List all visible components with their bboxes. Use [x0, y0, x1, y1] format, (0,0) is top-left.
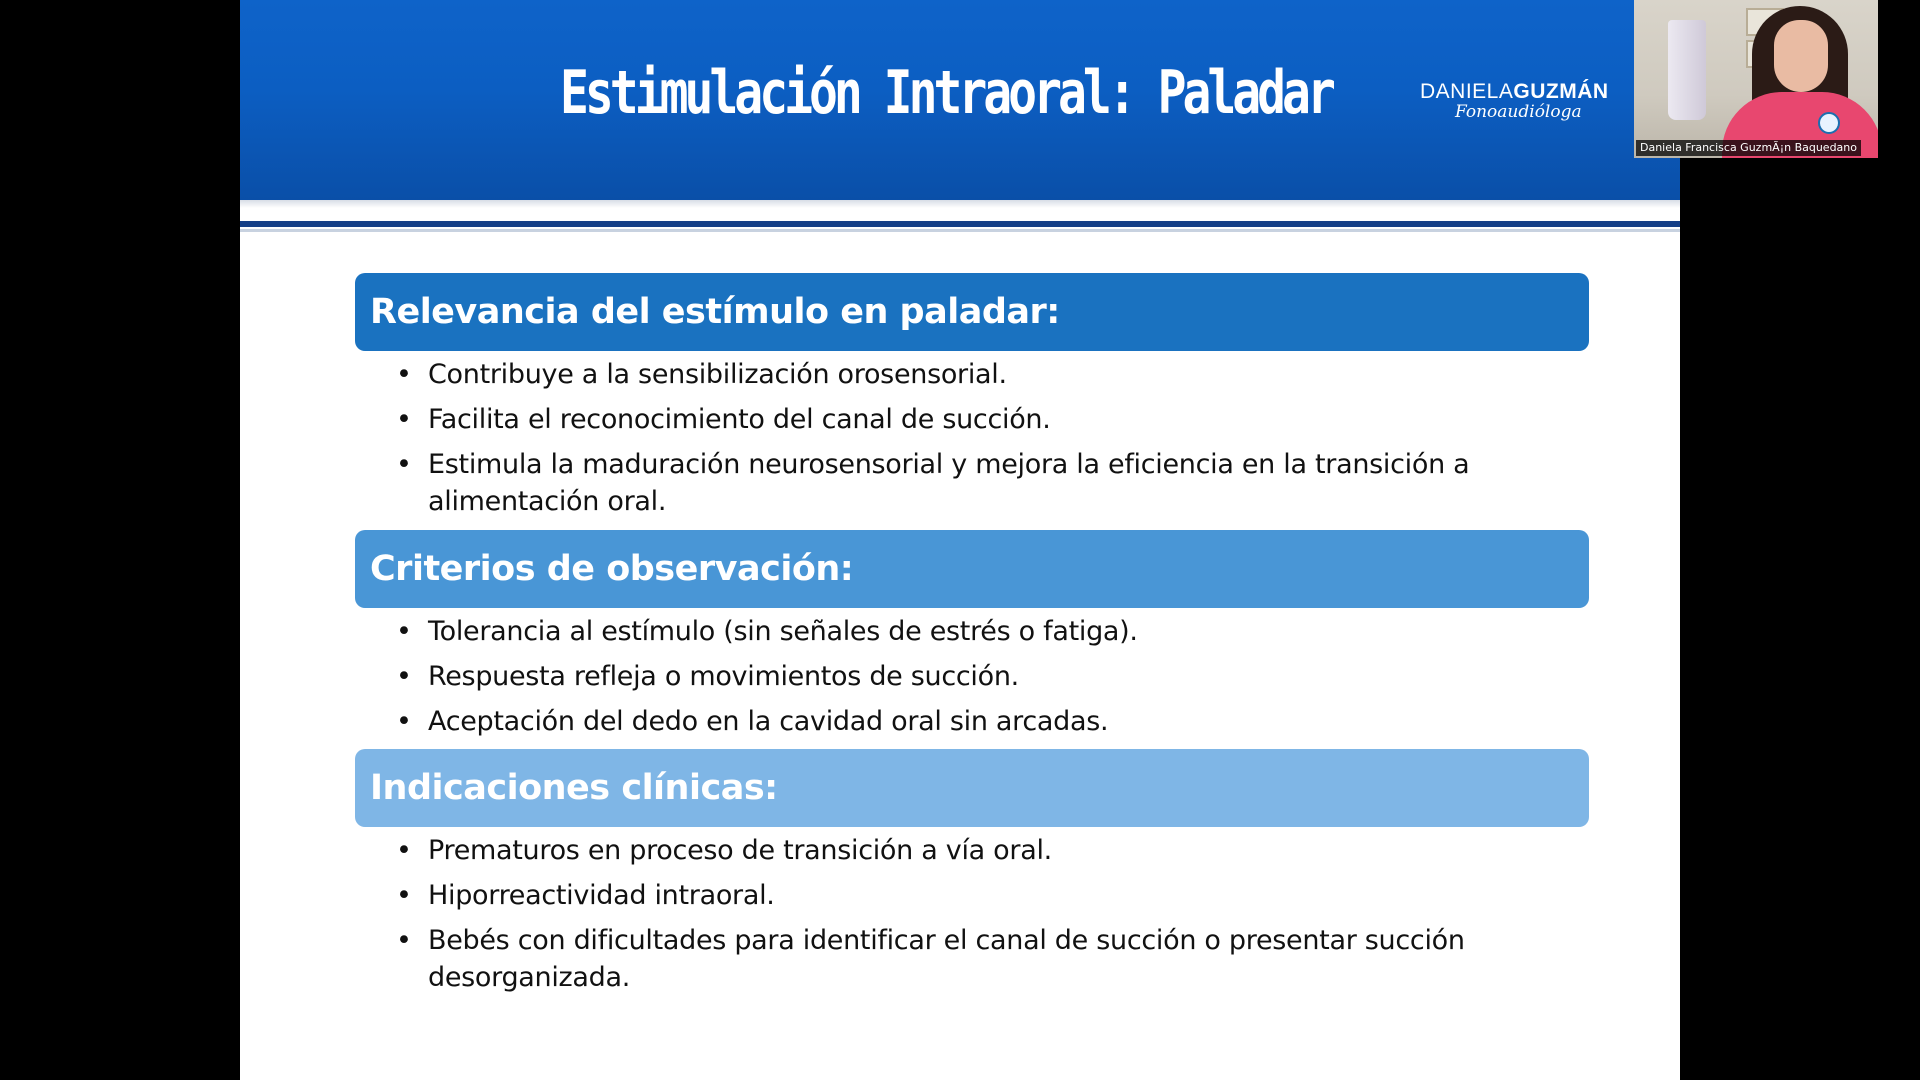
bullet-item: • Prematuros en proceso de transición a vía oral.: [392, 832, 1532, 869]
video-person-badge: [1818, 112, 1840, 134]
section-heading-text: Criterios de observación:: [370, 549, 854, 589]
participant-video-tile[interactable]: [1634, 0, 1878, 158]
bullet-item: • Estimula la maduración neurosensorial y mejora la eficiencia en la transición a alimentación oral.: [392, 446, 1532, 520]
video-person-face: [1774, 20, 1828, 92]
header-divider-shadow: [240, 229, 1680, 232]
video-background-cup: [1668, 20, 1706, 120]
bullet-list-criterios: [392, 613, 1532, 740]
section-heading-indicaciones: [355, 749, 1589, 827]
bullet-item: • Bebés con dificultades para identificar el canal de succión o presentar succión desorganizada.: [392, 922, 1532, 996]
header-divider: [240, 221, 1680, 227]
logo-name-light: DANIELA: [1420, 80, 1514, 103]
participant-name-label: Daniela Francisca GuzmÃ¡n Baquedano: [1636, 140, 1861, 156]
logo-name-bold: GUZMÁN: [1513, 80, 1609, 103]
presentation-slide: [240, 0, 1680, 1080]
presenter-logo: [1420, 80, 1620, 122]
slide-title: Estimulación Intraoral: Paladar: [560, 58, 1332, 128]
bullet-list-indicaciones: [392, 832, 1532, 996]
section-heading-criterios: [355, 530, 1589, 608]
bullet-list-relevancia: [392, 356, 1532, 520]
section-heading-text: Relevancia del estímulo en paladar:: [370, 292, 1060, 332]
section-heading-text: Indicaciones clínicas:: [370, 768, 778, 808]
bullet-item: • Aceptación del dedo en la cavidad oral sin arcadas.: [392, 703, 1532, 740]
logo-subtitle: Fonoaudióloga: [1455, 102, 1582, 122]
bullet-item: • Tolerancia al estímulo (sin señales de estrés o fatiga).: [392, 613, 1532, 650]
logo-name: [1420, 80, 1620, 104]
bullet-item: • Hiporreactividad intraoral.: [392, 877, 1532, 914]
bullet-item: • Contribuye a la sensibilización orosensorial.: [392, 356, 1532, 393]
section-heading-relevancia: [355, 273, 1589, 351]
bullet-item: • Facilita el reconocimiento del canal de succión.: [392, 401, 1532, 438]
bullet-item: • Respuesta refleja o movimientos de succión.: [392, 658, 1532, 695]
slide-header: [240, 0, 1680, 200]
